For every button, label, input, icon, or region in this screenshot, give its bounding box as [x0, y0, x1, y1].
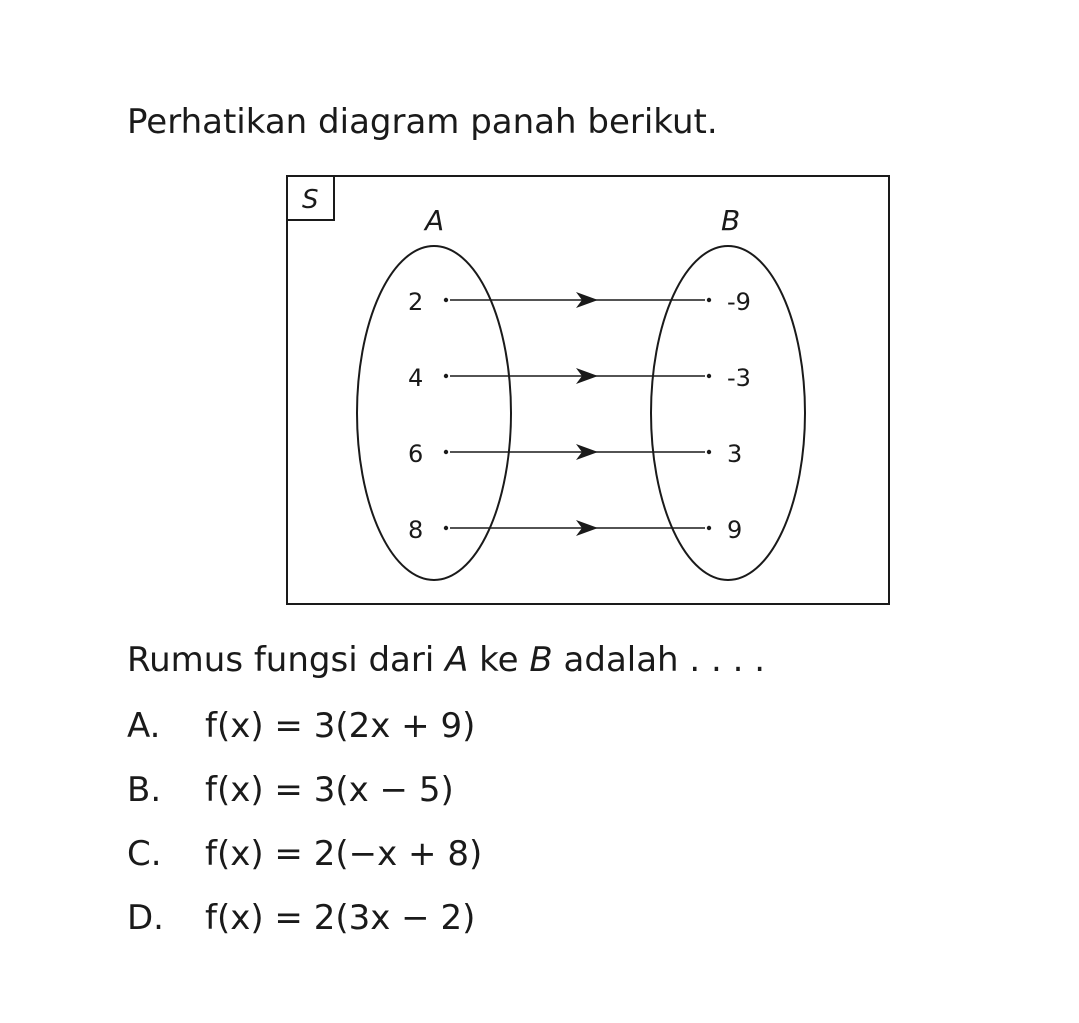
domain-element: 4 [408, 364, 424, 392]
codomain-point [707, 450, 711, 454]
mapping-row [408, 516, 742, 544]
option-formula: f(x) = 3(2x + 9) [205, 706, 476, 746]
domain-point [444, 298, 448, 302]
set-b-label: B [721, 204, 741, 237]
question-set-b: B [529, 640, 553, 680]
option-formula: f(x) = 3(x − 5) [205, 770, 454, 810]
mapping-row [408, 288, 751, 316]
question-part: ke [468, 640, 530, 680]
codomain-point [707, 298, 711, 302]
question-text [127, 638, 765, 682]
option-formula: f(x) = 2(3x − 2) [205, 898, 476, 938]
set-a-label: A [425, 204, 445, 237]
option-letter: D. [127, 898, 164, 938]
domain-point [444, 526, 448, 530]
domain-point [444, 374, 448, 378]
codomain-element: 3 [727, 440, 743, 468]
domain-element: 6 [408, 440, 424, 468]
option-formula: f(x) = 2(−x + 8) [205, 834, 483, 874]
universe-label: S [302, 185, 319, 215]
set-a-ellipse [357, 246, 511, 580]
prompt-text: Perhatikan diagram panah berikut. [127, 102, 718, 142]
question-set-a: A [445, 640, 469, 680]
codomain-point [707, 526, 711, 530]
domain-point [444, 450, 448, 454]
codomain-element: -9 [727, 288, 751, 316]
mapping-row [408, 440, 742, 468]
option-letter: C. [127, 834, 162, 874]
domain-element: 8 [408, 516, 424, 544]
option-letter: A. [127, 706, 161, 746]
mapping-row [408, 364, 751, 392]
codomain-element: -3 [727, 364, 751, 392]
question-part: Rumus fungsi dari [127, 640, 446, 680]
domain-element: 2 [408, 288, 424, 316]
question-part: adalah . . . . [552, 640, 766, 680]
option-letter: B. [127, 770, 162, 810]
universe-box [287, 176, 889, 604]
codomain-element: 9 [727, 516, 743, 544]
codomain-point [707, 374, 711, 378]
